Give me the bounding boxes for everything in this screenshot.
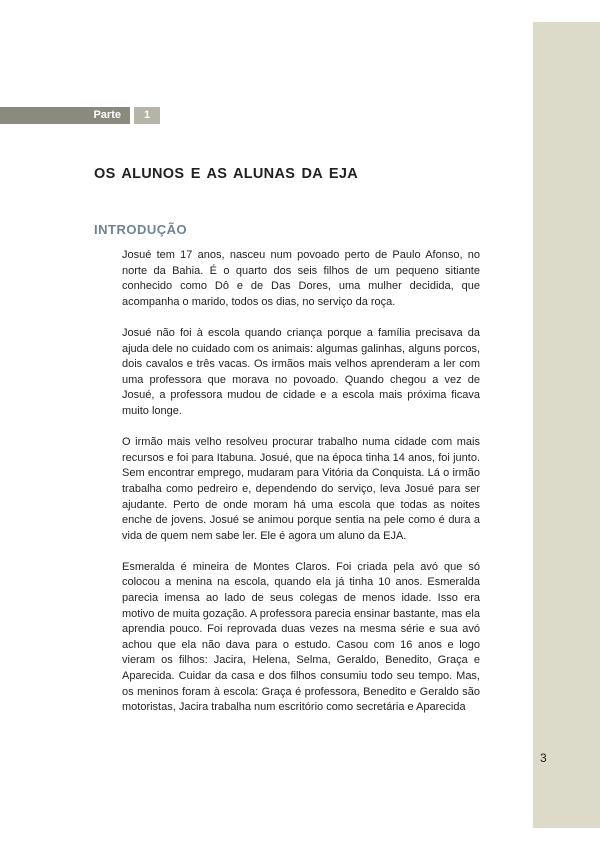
part-number: 1 <box>134 107 160 124</box>
body-text <box>122 248 480 731</box>
section-title: INTRODUÇÃO <box>94 222 188 237</box>
paragraph-4: Esmeralda é mineira de Montes Claros. Foi criada pela avó que só colocou a menina na escola, quando ela já tinha 10 anos. Esmeralda parecia imensa ao lado de seus colegas de menos idade. Isso era motivo de muita gozação. A professora parecia ensinar bastante, mas ela aprendia pouco. Foi reprovada duas vezes na mesma série e sua avó achou que ela não dava para o estudo. Casou com 16 anos e logo vieram os filhos: Jacira, Helena, Selma, Geraldo, Benedito, Graça e Aparecida. Cuidar da casa e dos filhos consumiu todo seu tempo. Mas, os meninos foram à escola: Graça é professora, Benedito e Geraldo são motoristas, Jacira trabalha num escritório como secretária e Aparecida <box>122 560 480 714</box>
paragraph-2: Josué não foi à escola quando criança porque a família precisava da ajuda dele no cuidado com os animais: algumas galinhas, alguns porcos, dois cavalos e três vacas. Os irmãos mais velhos aprenderam a ler com uma professora que morava no povoado. Quando chegou a vez de Josué, a professora mudou de cidade e a escola mais próxima ficava muito longe. <box>122 326 480 417</box>
part-header-bar <box>0 107 160 124</box>
chapter-title: OS ALUNOS E AS ALUNAS DA EJA <box>94 166 358 182</box>
page-number: 3 <box>540 751 547 765</box>
paragraph-1: Josué tem 17 anos, nasceu num povoado perto de Paulo Afonso, no norte da Bahia. É o quarto dos seis filhos de um pequeno sitiante conhecido como Dô e de Das Dores, uma mulher decidida, que acompanha o marido, todos os dias, no serviço da roça. <box>122 249 480 308</box>
paragraph-3: O irmão mais velho resolveu procurar trabalho numa cidade com mais recursos e foi para Itabuna. Josué, que na época tinha 14 anos, foi junto. Sem encontrar emprego, mudaram para Vitória da Conquista. Lá o irmão trabalha como pedreiro e, dependendo do serviço, leva Josué para ser ajudante. Perto de onde moram há uma escola que todas as noites enche de jovens. Josué se animou porque sentia na pele como é dura a vida de quem nem sabe ler. Ele é agora um aluno da EJA. <box>122 436 480 542</box>
part-label: Parte <box>0 107 130 124</box>
side-margin-band <box>533 22 600 828</box>
